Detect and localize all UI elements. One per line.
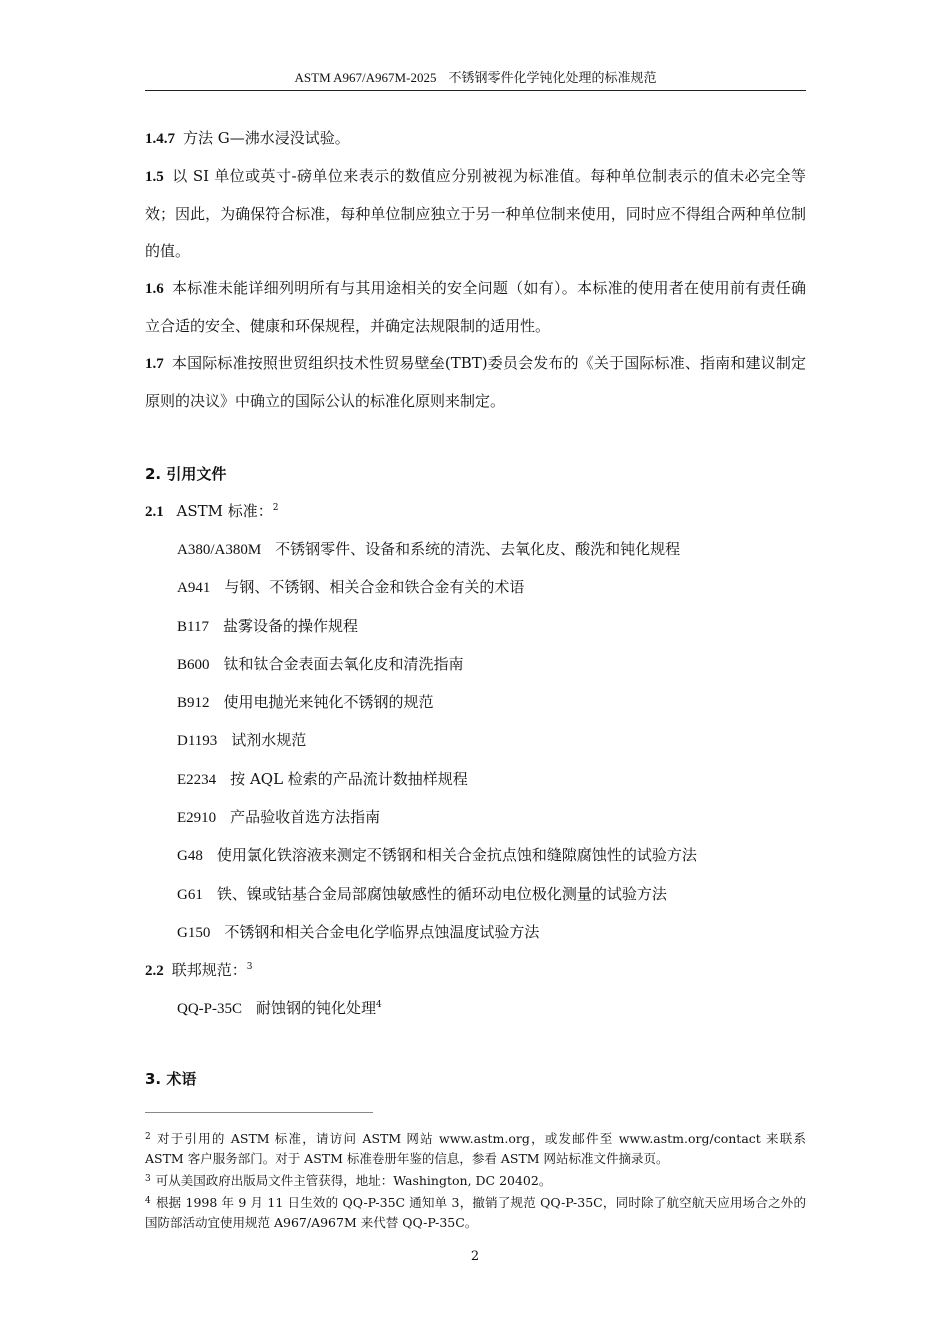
- clause-text: 联邦规范：: [171, 961, 247, 980]
- reference-item: [145, 914, 806, 952]
- footnote-mark: 3: [145, 1174, 151, 1184]
- astm-reference-list: [145, 531, 806, 952]
- paragraph-2-1: [145, 493, 806, 531]
- clause-text: 以 SI 单位或英寸-磅单位来表示的数值应分别被视为标准值。每种单位制表示的值未必完全等效；因此，为确保符合标准，每种单位制应独立于另一种单位制来使用，同时应不得组合两种单位制的值。: [145, 167, 806, 260]
- header-title: 不锈钢零件化学钝化处理的标准规范: [448, 71, 657, 86]
- reference-code[interactable]: QQ-P-35C: [177, 1001, 243, 1018]
- footnote-mark: 4: [145, 1196, 151, 1206]
- clause-number: 1.6: [145, 281, 164, 297]
- footnote-ref[interactable]: 4: [376, 1000, 382, 1011]
- reference-item: [145, 761, 806, 799]
- reference-code[interactable]: A941: [177, 580, 211, 597]
- reference-code[interactable]: A380/A380M: [177, 542, 262, 558]
- reference-title: 不锈钢零件、设备和系统的清洗、去氧化皮、酸洗和钝化规程: [275, 540, 681, 558]
- header-standard-number: ASTM A967/A967M-2025: [294, 70, 437, 85]
- reference-title: 使用氯化铁溶液来测定不锈钢和相关合金抗点蚀和缝隙腐蚀性的试验方法: [216, 846, 697, 865]
- reference-item: [145, 684, 806, 722]
- footnote-separator: [145, 1112, 373, 1113]
- footnote-ref[interactable]: 3: [246, 962, 253, 973]
- paragraph-1-7: [145, 345, 806, 420]
- document-body: [145, 120, 806, 1098]
- paragraph-1-4-7: [145, 120, 806, 158]
- clause-text: ASTM 标准：: [176, 502, 273, 520]
- reference-title: 铁、镍或钴基合金局部腐蚀敏感性的循环动电位极化测量的试验方法: [216, 884, 667, 903]
- reference-code[interactable]: E2234: [177, 771, 217, 788]
- reference-code[interactable]: G48: [177, 848, 203, 865]
- reference-title: 盐雾设备的操作规程: [222, 616, 358, 635]
- page-header: [145, 68, 806, 91]
- clause-text: 方法 G—沸水浸没试验。: [183, 129, 350, 147]
- section-title-referenced-documents: 2. 引用文件: [145, 465, 227, 483]
- clause-number: 2.2: [145, 963, 164, 980]
- reference-title: 不锈钢和相关合金电化学临界点蚀温度试验方法: [224, 922, 540, 941]
- section-title-terminology: 3. 术语: [145, 1069, 197, 1088]
- reference-code[interactable]: G61: [177, 886, 203, 903]
- reference-code[interactable]: B600: [177, 656, 210, 673]
- reference-item: [145, 531, 806, 569]
- reference-code[interactable]: B117: [177, 618, 209, 635]
- reference-title: 使用电抛光来钝化不锈钢的规范: [223, 693, 434, 712]
- reference-item: [145, 569, 806, 607]
- reference-title: 按 AQL 检索的产品流计数抽样规程: [230, 769, 468, 788]
- reference-title: 产品验收首选方法指南: [230, 808, 381, 827]
- clause-number: 2.1: [145, 504, 164, 520]
- reference-item: [145, 990, 806, 1028]
- reference-title: 耐蚀钢的钝化处理: [256, 999, 377, 1018]
- reference-item: [145, 876, 806, 914]
- footnote-ref[interactable]: 2: [272, 503, 279, 513]
- clause-number: 1.7: [145, 356, 164, 372]
- reference-item: [145, 837, 806, 875]
- footnote-4: [145, 1191, 806, 1233]
- paragraph-1-6: [145, 270, 806, 345]
- footnote-3: [145, 1169, 806, 1191]
- footnote-text: 对于引用的 ASTM 标准，请访问 ASTM 网站 www.astm.org，或发邮件至 www.astm.org/contact 来联系 ASTM 客户服务部门。对于 ASTM 标准卷册年鉴的信息，参看 ASTM 网站标准文件摘录页。: [145, 1131, 806, 1166]
- footnotes: [145, 1127, 806, 1233]
- reference-item: [145, 799, 806, 837]
- clause-number: 1.5: [145, 169, 164, 185]
- reference-code[interactable]: G150: [177, 924, 211, 941]
- paragraph-2-2: [145, 952, 806, 990]
- reference-title: 试剂水规范: [231, 731, 307, 750]
- page-number: 2: [470, 1249, 480, 1264]
- paragraph-1-5: [145, 158, 806, 270]
- clause-text: 本标准未能详细列明所有与其用途相关的安全问题（如有）。本标准的使用者在使用前有责任确立合适的安全、健康和环保规程，并确定法规限制的适用性。: [145, 279, 806, 335]
- footnote-text: 可从美国政府出版局文件主管获得，地址：Washington, DC 20402。: [155, 1173, 552, 1188]
- reference-item: [145, 646, 806, 684]
- reference-title: 钛和钛合金表面去氧化皮和清洗指南: [223, 654, 464, 673]
- footnote-2: [145, 1127, 806, 1169]
- reference-item: [145, 722, 806, 760]
- clause-number: 1.4.7: [145, 131, 175, 147]
- federal-reference-list: [145, 990, 806, 1028]
- reference-code[interactable]: B912: [177, 695, 210, 712]
- reference-code[interactable]: D1193: [177, 733, 218, 750]
- footnote-mark: 2: [145, 1132, 151, 1142]
- clause-text: 本国际标准按照世贸组织技术性贸易壁垒(TBT)委员会发布的《关于国际标准、指南和建议制定原则的决议》中确立的国际公认的标准化原则来制定。: [145, 354, 806, 410]
- reference-item: [145, 608, 806, 646]
- footnote-text: 根据 1998 年 9 月 11 日生效的 QQ-P-35C 通知单 3，撤销了规范 QQ-P-35C，同时除了航空航天应用场合之外的国防部活动宜使用规范 A967/A967M 来代替 QQ-P-35C。: [145, 1195, 806, 1230]
- reference-code[interactable]: E2910: [177, 810, 217, 827]
- reference-title: 与钢、不锈钢、相关合金和铁合金有关的术语: [224, 578, 525, 597]
